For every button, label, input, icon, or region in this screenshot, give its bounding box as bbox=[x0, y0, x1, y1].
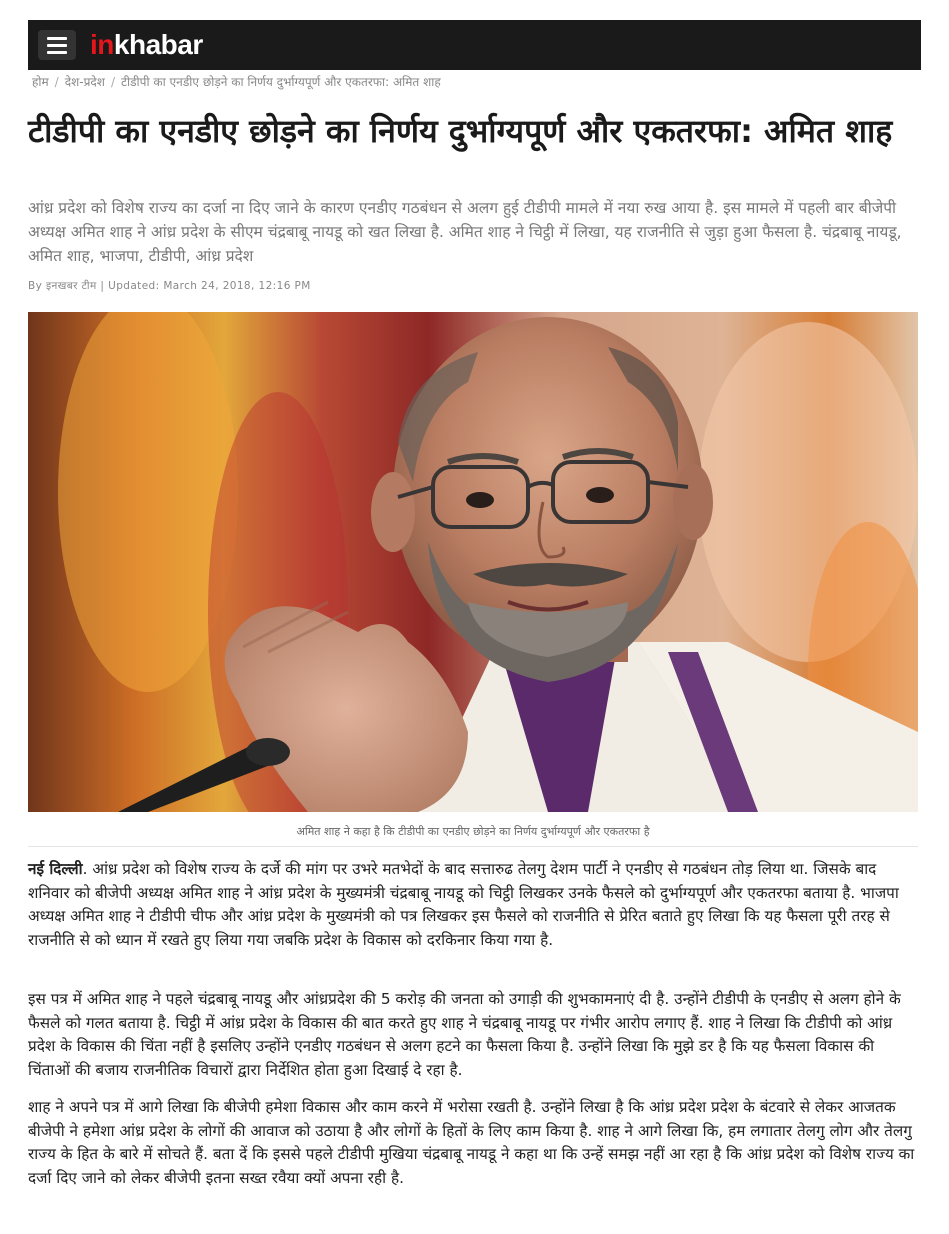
breadcrumb bbox=[32, 73, 441, 90]
breadcrumb-separator: / bbox=[110, 74, 115, 89]
logo-khabar-text: khabar bbox=[113, 29, 203, 60]
article-hero-image bbox=[28, 312, 918, 812]
byline-author-link[interactable]: इनखबर टीम bbox=[45, 280, 97, 292]
breadcrumb-category-link[interactable]: देश-प्रदेश bbox=[64, 75, 105, 89]
dateline: नई दिल्ली bbox=[28, 860, 83, 878]
article-title: टीडीपी का एनडीए छोड़ने का निर्णय दुर्भाग्यपूर्ण और एकतरफा: अमित शाह bbox=[28, 112, 893, 150]
article-summary: आंध्र प्रदेश को विशेष राज्य का दर्जा ना दिए जाने के कारण एनडीए गठबंधन से अलग हुई टीडीपी मामले में नया रुख आया है. इस मामले में पहली बार बीजेपी अध्यक्ष अमित शाह ने आंध्र प्रदेश के सीएम चंद्रबाबू नायडू को खत लिखा है. अमित शाह ने चिट्ठी में लिखा, यह राजनीति से जुड़ा हुआ फैसला है. चंद्रबाबू नायडू, अमित शाह, भाजपा, टीडीपी, आंध्र प्रदेश bbox=[28, 199, 902, 265]
article-paragraph: इस पत्र में अमित शाह ने पहले चंद्रबाबू नायडू और आंध्रप्रदेश की 5 करोड़ की जनता को उगाड़ी की शुभकामनाएं दी है. उन्होंने टीडीपी के एनडीए से अलग होने के फैसले को गलत बताया है. चिट्ठी में आंध्र प्रदेश के विकास की बात करते हुए शाह ने चंद्रबाबू नायडू पर गंभीर आरोप लगाए हैं. शाह ने लिखा कि टीडीपी को आंध्र प्रदेश के विकास की चिंता नहीं है इसलिए उन्होंने एनडीए गठबंधन से अलग हटने का फैसला किया है. उन्होंने लिखा कि मुझे डर है कि यह फैसला विकास की चिंताओं की बजाय राजनीतिक विचारों द्वारा निर्देशित होता हुआ दिखाई दे रहा है. bbox=[28, 990, 901, 1079]
breadcrumb-current: टीडीपी का एनडीए छोड़ने का निर्णय दुर्भाग्यपूर्ण और एकतरफा: अमित शाह bbox=[120, 75, 441, 89]
paragraph-text: . आंध्र प्रदेश को विशेष राज्य के दर्जे की मांग पर उभरे मतभेदों के बाद सत्तारुढ तेलगु देशम पार्टी ने एनडीए से गठबंधन तोड़ लिया था. जिसके बाद शनिवार को बीजेपी अध्यक्ष अमित शाह ने आंध्र प्रदेश के मुख्यमंत्री चंद्रबाबू नायडू को चिट्ठी लिखकर उनके फैसले को दुर्भाग्यपूर्ण और एकतरफा बताया है. भाजपा अध्यक्ष अमित शाह ने टीडीपी चीफ और आंध्र प्रदेश के मुख्यमंत्री को पत्र लिखकर इस फैसले को राजनीति से प्रेरित बताते हुए लिखा कि यह फैसला पूरी तरह से राजनीति से को ध्यान में रखते हुए लिया गया जबकि प्रदेश के विकास को दरकिनार किया गया है. bbox=[28, 860, 899, 949]
article-paragraph: शाह ने अपने पत्र में आगे लिखा कि बीजेपी हमेशा विकास और काम करने में भरोसा रखती है. उन्होंने लिखा है कि आंध्र प्रदेश प्रदेश के बंटवारे से लेकर आजतक बीजेपी ने हमेशा आंध्र प्रदेश के लोगों की आवाज को उठाया है और लोगों के हितों के लिए काम किया है. शाह ने आगे लिखा कि, हम लगातार तेलगु लोग और तेलगु राज्य के हित के बारे में सोचते हैं. बता दें कि इससे पहले टीडीपी मुखिया चंद्रबाबू नायडू ने कहा था कि उन्हें समझ नहीं आ रहा है कि आंध्र प्रदेश को विशेष राज्य का दर्जा दिए जाने को लेकर बीजेपी इतना सख्त रवैया क्यों अपना रही है. bbox=[28, 1098, 915, 1187]
article-paragraph bbox=[28, 858, 918, 952]
breadcrumb-separator: / bbox=[54, 74, 59, 89]
hero-photo-illustration bbox=[28, 312, 918, 812]
top-navbar bbox=[28, 20, 921, 70]
site-logo[interactable] bbox=[90, 29, 203, 61]
breadcrumb-home-link[interactable]: होम bbox=[32, 75, 49, 89]
byline-updated-label: Updated: bbox=[108, 280, 160, 292]
image-caption: अमित शाह ने कहा है कि टीडीपी का एनडीए छोड़ने का निर्णय दुर्भाग्यपूर्ण और एकतरफा है bbox=[296, 825, 650, 838]
logo-in-text: in bbox=[90, 29, 114, 60]
byline-time: 12:16 PM bbox=[258, 280, 311, 292]
hamburger-menu-icon[interactable] bbox=[38, 30, 76, 60]
article-byline bbox=[28, 279, 311, 293]
byline-separator: | bbox=[100, 280, 105, 292]
byline-by-label: By bbox=[28, 280, 43, 292]
byline-date: March 24, 2018, bbox=[163, 280, 255, 292]
caption-divider bbox=[28, 846, 918, 847]
